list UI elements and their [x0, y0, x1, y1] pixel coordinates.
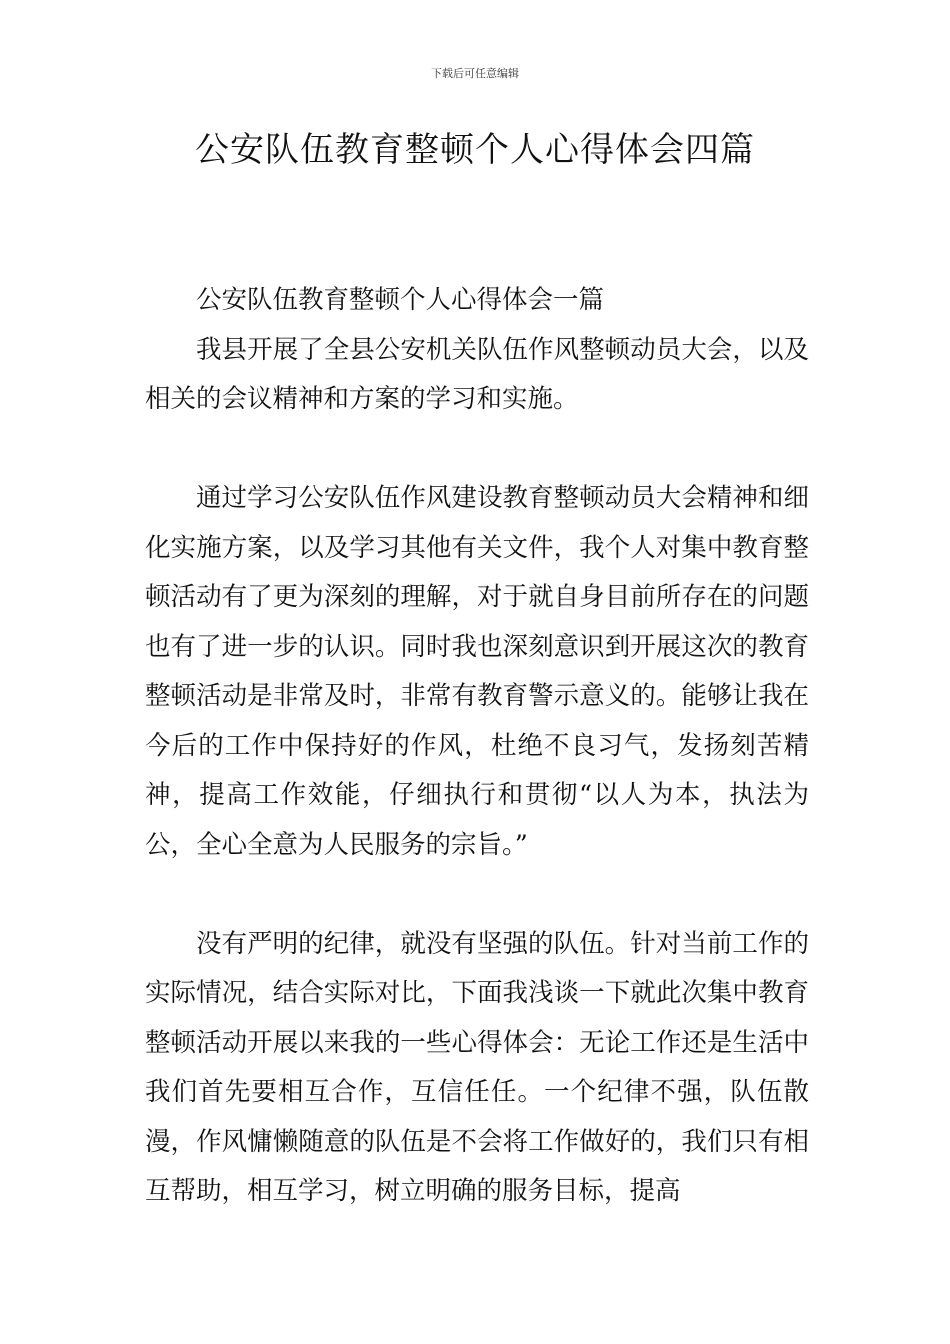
paragraph: 没有严明的纪律，就没有坚强的队伍。针对当前工作的实际情况，结合实际对比，下面我浅谈一下就此次集中教育整顿活动开展以来我的一些心得体会：无论工作还是生活中我们首先要相互合作，互信任任。一个纪律不强，队伍散漫，作风慵懒随意的队伍是不会将工作做好的，我们只有相互帮助，相互学习，树立明确的服务目标，提高: [145, 928, 809, 1206]
header-note: 下载后可任意编辑: [431, 67, 519, 80]
paragraph: 通过学习公安队伍作风建设教育整顿动员大会精神和细化实施方案，以及学习其他有关文件，我个人对集中教育整顿活动有了更为深刻的理解，对于就自身目前所存在的问题也有了进一步的认识。同时我也深刻意识到开展这次的教育整顿活动是非常及时，非常有教育警示意义的。能够让我在今后的工作中保持好的作风，杜绝不良习气，发扬刻苦精神，提高工作效能，仔细执行和贯彻“以人为本，执法为公，全心全意为人民服务的宗旨。”: [145, 483, 809, 860]
paragraph: 我县开展了全县公安机关队伍作风整顿动员大会，以及相关的会议精神和方案的学习和实施。: [145, 334, 809, 414]
section-heading: 公安队伍教育整顿个人心得体会一篇: [196, 285, 605, 315]
document-title: 公安队伍教育整顿个人心得体会四篇: [195, 130, 755, 170]
document-body: [145, 276, 809, 1217]
